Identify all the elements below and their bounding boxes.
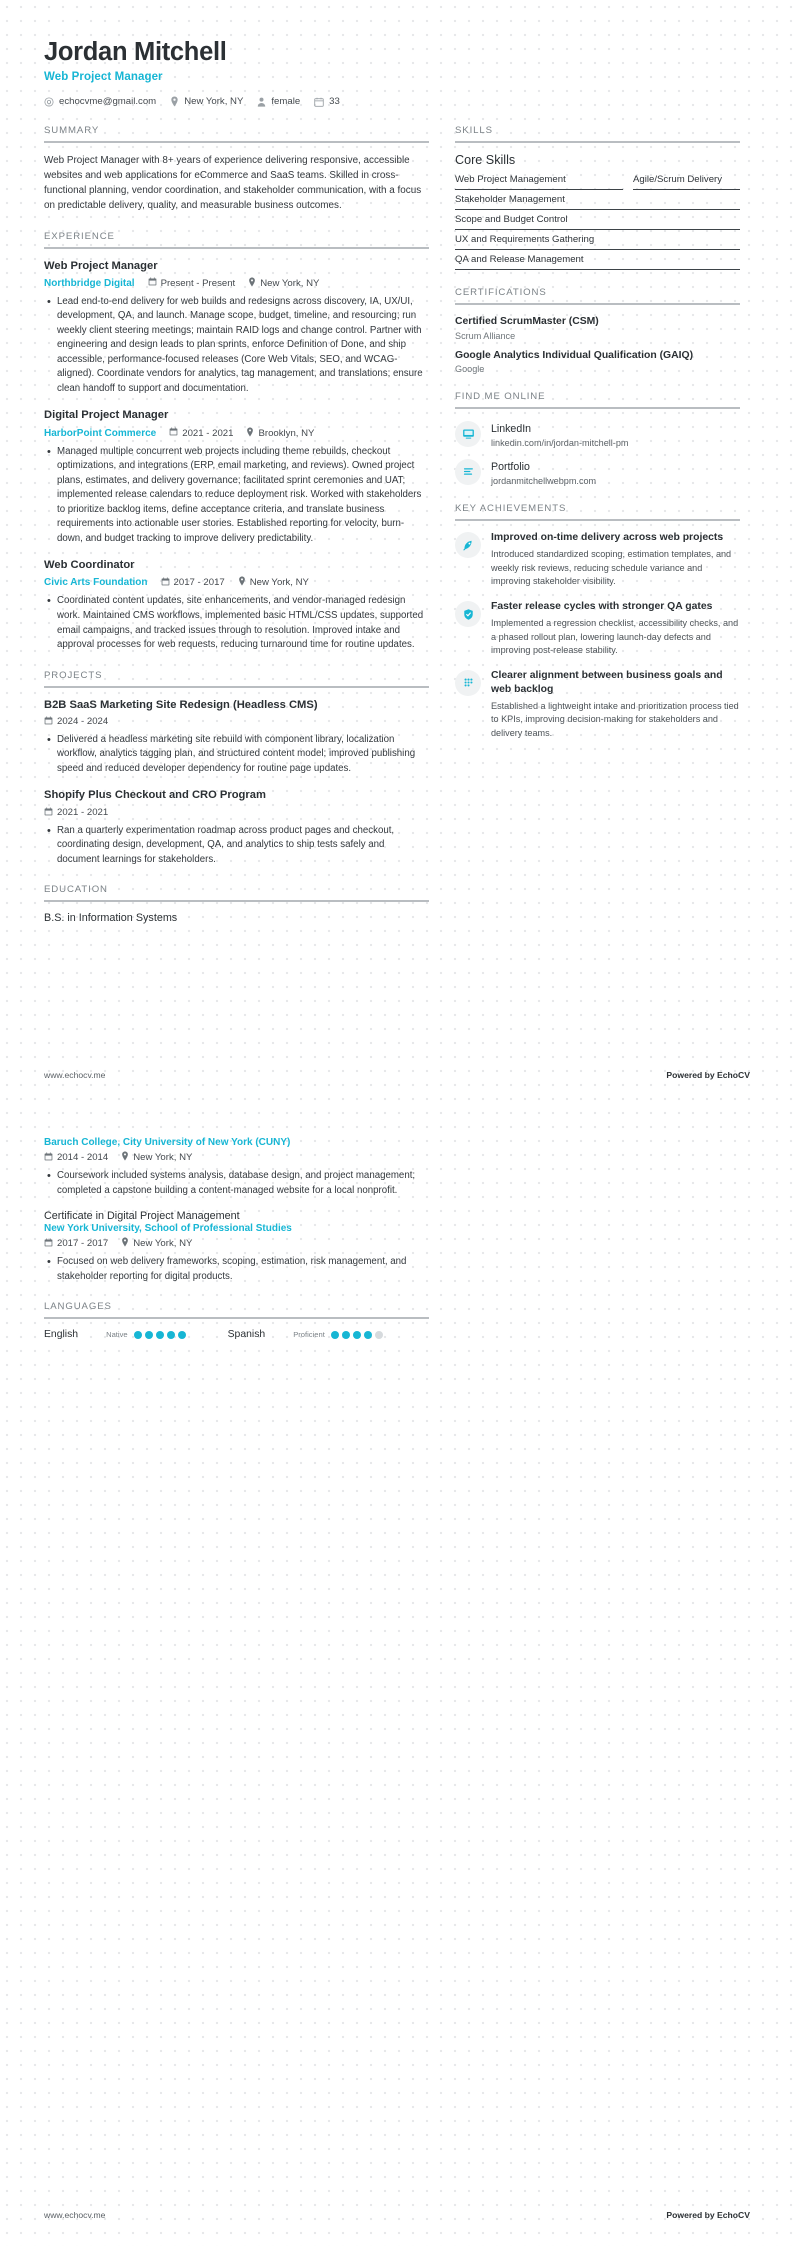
entry-dates-value: 2021 - 2021 <box>57 807 109 819</box>
resume-columns <box>0 107 794 941</box>
footer-powered-brand: EchoCV <box>717 2210 750 2220</box>
online-url: linkedin.com/in/jordan-mitchell-pm <box>491 438 629 449</box>
rating-dot <box>178 1331 186 1339</box>
rocket-icon <box>455 532 481 558</box>
education-degree: Certificate in Digital Project Management <box>44 1210 240 1223</box>
calendar-icon <box>44 1152 53 1164</box>
contact-email-value: echocvme@gmail.com <box>59 96 157 108</box>
skill-row <box>455 190 740 210</box>
entry-dates-value: 2014 - 2014 <box>57 1152 109 1163</box>
education-entry <box>44 1210 429 1284</box>
resume-columns-page2 <box>0 1106 794 1357</box>
entry-dates <box>44 1152 108 1164</box>
language-rating <box>134 1331 186 1339</box>
shield-icon <box>455 601 481 627</box>
entry-dates-value: 2017 - 2017 <box>57 1238 109 1250</box>
contact-gender-value: female <box>271 96 301 108</box>
entry-title: Web Project Manager <box>44 259 158 272</box>
entry-location <box>248 277 319 290</box>
section-divider <box>455 303 740 305</box>
entry-meta <box>44 277 429 290</box>
skill-chip: Agile/Scrum Delivery <box>633 170 740 190</box>
online-link-portfolio[interactable] <box>455 457 740 486</box>
entry-bullets <box>44 1255 429 1284</box>
section-divider <box>44 900 429 902</box>
projects-section <box>44 670 429 868</box>
calendar-icon <box>44 716 53 728</box>
achievement-body <box>491 600 740 658</box>
section-divider <box>455 141 740 143</box>
online-label: LinkedIn <box>491 423 532 436</box>
key-achievements-heading: KEY ACHIEVEMENTS <box>455 503 567 515</box>
rating-dot <box>364 1331 372 1339</box>
entry-location-value: New York, NY <box>133 1238 193 1250</box>
section-divider <box>455 407 740 409</box>
certification-issuer: Scrum Alliance <box>455 330 516 341</box>
section-divider <box>455 519 740 521</box>
entry-location-value: New York, NY <box>249 577 309 589</box>
language-name: Spanish <box>227 1329 266 1341</box>
entry-organization: Northbridge Digital <box>44 277 135 289</box>
key-achievements-section <box>455 503 740 740</box>
achievement-description: Introduced standardized scoping, estimation templates, and weekly risk reviews, reducing schedule variance and improving stakeholder visibility. <box>491 549 732 587</box>
project-entry <box>44 788 429 867</box>
entry-location-value: Brooklyn, NY <box>258 427 315 439</box>
summary-text: Web Project Manager with 8+ years of experience delivering responsive, accessible websites and web applications for eCommerce and SaaS teams. Skilled in cross-functional planning, vendor coordination, and stakeholder communication, with a focus on predictable delivery, quality, and measurable business outcomes. <box>44 155 422 212</box>
education-heading: EDUCATION <box>44 884 108 896</box>
calendar-icon <box>314 97 324 107</box>
entry-title: B2B SaaS Marketing Site Redesign (Headless CMS) <box>44 698 318 711</box>
experience-entry <box>44 259 429 397</box>
location-pin-icon <box>170 96 179 107</box>
entry-location <box>121 1151 192 1164</box>
page-title: Jordan Mitchell <box>44 38 227 66</box>
entry-organization: Civic Arts Foundation <box>44 577 148 589</box>
entry-dates <box>148 277 236 289</box>
job-title: Web Project Manager <box>44 71 163 84</box>
skills-group-title: Core Skills <box>455 153 516 168</box>
achievement-description: Implemented a regression checklist, accessibility checks, and a phased rollout plan, lowering launch-day defects and improving post-release stability. <box>491 617 739 656</box>
footer-powered-prefix: Powered by <box>666 1070 718 1080</box>
entry-dates <box>44 1238 108 1250</box>
rating-dot <box>342 1331 350 1339</box>
entry-meta <box>44 807 429 819</box>
skill-row <box>455 210 740 230</box>
portfolio-icon <box>455 459 481 485</box>
language-item <box>228 1329 383 1340</box>
section-divider <box>44 141 429 143</box>
footer-powered-brand: EchoCV <box>717 1070 750 1080</box>
entry-dates-value: Present - Present <box>160 277 236 289</box>
entry-organization: HarborPoint Commerce <box>44 427 157 439</box>
contact-location <box>170 96 243 107</box>
entry-bullets <box>44 1169 429 1198</box>
list-item: • Ran a quarterly experimentation roadmap across product pages and checkout, coordinating design, development, QA, and analytics to ship tests safely and document learnings for stakeholders. <box>57 824 429 868</box>
certification-item <box>455 349 740 375</box>
language-level: Native <box>106 1330 128 1340</box>
rating-dot <box>156 1331 164 1339</box>
entry-location <box>121 1237 192 1250</box>
entry-location <box>246 427 314 440</box>
online-label: Portfolio <box>491 461 530 474</box>
online-link-linkedin[interactable] <box>455 419 740 448</box>
footer-brand <box>666 2210 750 2220</box>
experience-entry <box>44 408 429 546</box>
skill-row <box>455 250 740 270</box>
list-item: • Coordinated content updates, site enhancements, and vendor-managed redesign work. Maintained CMS workflows, implemented basic HTML/CSS updates, supported email campaigns, and tracked issues through to resolution. Improved intake and approval processes for web requests, reducing turnaround time for routine updates. <box>57 594 429 652</box>
certifications-heading: CERTIFICATIONS <box>455 287 547 299</box>
location-pin-icon <box>246 427 254 440</box>
find-me-online-heading: FIND ME ONLINE <box>455 391 546 403</box>
achievement-item <box>455 531 740 589</box>
rating-dot <box>375 1331 383 1339</box>
entry-dates <box>169 427 233 439</box>
footer-powered-prefix: Powered by <box>666 2210 718 2220</box>
certification-name: Certified ScrumMaster (CSM) <box>455 316 599 328</box>
entry-location <box>238 576 309 589</box>
online-url: jordanmitchellwebpm.com <box>491 476 597 487</box>
page-footer <box>0 1070 794 1080</box>
calendar-icon <box>169 427 178 439</box>
language-item <box>44 1329 186 1340</box>
entry-dates <box>44 807 108 819</box>
left-column <box>44 125 429 941</box>
calendar-icon <box>161 577 170 589</box>
achievement-body <box>491 531 740 589</box>
online-link-text <box>491 419 628 448</box>
summary-section <box>44 125 429 213</box>
entry-dates-value: 2017 - 2017 <box>173 577 225 589</box>
entry-location-value: New York, NY <box>133 1152 193 1163</box>
contact-age <box>314 96 340 107</box>
section-divider <box>44 1317 429 1319</box>
location-pin-icon <box>248 277 256 290</box>
left-column-page2 <box>44 1136 429 1357</box>
language-name: English <box>44 1329 79 1341</box>
entry-bullets <box>44 594 429 652</box>
rating-dot <box>134 1331 142 1339</box>
skill-row <box>455 230 740 250</box>
skill-chip: Web Project Management <box>455 170 623 190</box>
entry-dates-value: 2021 - 2021 <box>182 427 234 439</box>
skill-chip: UX and Requirements Gathering <box>455 230 740 250</box>
footer-brand <box>666 1070 750 1080</box>
email-icon <box>44 97 54 107</box>
entry-dates <box>161 577 225 589</box>
certification-issuer: Google <box>455 364 485 375</box>
contact-age-value: 33 <box>329 96 340 108</box>
online-link-text <box>491 457 596 486</box>
skill-chip: Stakeholder Management <box>455 190 740 210</box>
entry-meta <box>44 716 429 728</box>
summary-heading: SUMMARY <box>44 125 100 137</box>
skills-section <box>455 125 740 270</box>
rating-dot <box>167 1331 175 1339</box>
entry-bullets <box>44 824 429 868</box>
section-divider <box>44 686 429 688</box>
resume-header <box>0 0 794 107</box>
footer-site: www.echocv.me <box>44 1070 106 1080</box>
experience-heading: EXPERIENCE <box>44 230 115 242</box>
entry-meta <box>44 1237 429 1250</box>
page-footer <box>0 2210 794 2220</box>
achievement-item <box>455 600 740 658</box>
achievement-body <box>491 669 740 741</box>
certifications-section <box>455 287 740 374</box>
section-divider <box>44 247 429 249</box>
rating-dot <box>145 1331 153 1339</box>
find-me-online-section <box>455 391 740 486</box>
resume-page-1 <box>0 0 794 1106</box>
entry-bullets <box>44 733 429 777</box>
person-icon <box>257 97 266 107</box>
skills-heading: SKILLS <box>455 125 493 137</box>
certification-name: Google Analytics Individual Qualification (GAIQ) <box>455 349 694 361</box>
achievement-title: Improved on-time delivery across web projects <box>491 532 724 544</box>
entry-meta <box>44 427 429 440</box>
skills-list <box>455 170 740 270</box>
skill-chip: Scope and Budget Control <box>455 210 740 230</box>
rating-dot <box>353 1331 361 1339</box>
contact-row <box>44 96 750 107</box>
language-level: Proficient <box>293 1330 325 1340</box>
linkedin-icon <box>455 421 481 447</box>
education-school: Baruch College, City University of New York (CUNY) <box>44 1137 291 1148</box>
achievement-description: Established a lightweight intake and prioritization process tied to KPIs, improving decision-making for stakeholders and delivery teams. <box>491 700 739 738</box>
entry-dates <box>44 716 108 728</box>
list-item: • Lead end-to-end delivery for web builds and redesigns across discovery, IA, UX/UI, development, QA, and launch. Manage scope, budget, timeline, and resourcing; run weekly client steering meetings; maintain RAID logs and change control. Partner with engineering and design leads to plan sprints, enforce Definition of Done, and ship accessible, performance-focused releases (Core Web Vitals, SEO, and WCAG-aligned). Coordinate vendors for analytics, tag management, and translations; ensure clean handoff to support and documentation. <box>57 295 429 397</box>
skill-row <box>455 170 740 190</box>
location-pin-icon <box>121 1237 129 1250</box>
achievement-title: Clearer alignment between business goals and web backlog <box>491 669 723 695</box>
footer-site: www.echocv.me <box>44 2210 106 2220</box>
list-item: • Focused on web delivery frameworks, scoping, estimation, risk management, and stakeholder reporting for digital products. <box>57 1255 429 1284</box>
entry-bullets <box>44 445 429 547</box>
achievement-title: Faster release cycles with stronger QA gates <box>491 601 713 613</box>
education-section-continued <box>44 1137 429 1284</box>
education-school: New York University, School of Professional Studies <box>44 1223 292 1235</box>
education-degree: B.S. in Information Systems <box>44 912 178 925</box>
list-item: • Delivered a headless marketing site rebuild with component library, localization workflow, analytics tagging plan, and structured content model; improved publishing speed and reduced developer dependency for routine page updates. <box>57 733 429 777</box>
skill-chip: QA and Release Management <box>455 250 740 270</box>
calendar-icon <box>44 1238 53 1250</box>
location-pin-icon <box>238 576 246 589</box>
languages-section <box>44 1301 429 1340</box>
projects-heading: PROJECTS <box>44 669 103 681</box>
experience-section <box>44 231 429 653</box>
list-item: • Managed multiple concurrent web projects including theme rebuilds, checkout optimizations, and integrations (ERP, email marketing, and reviews). Owned project plans, estimates, and delivery governance; facilitated sprint ceremonies and UAT; implemented release calendars to reduce deployment risk. Worked with stakeholders to prioritize backlog items, define acceptance criteria, and translate business requirements into actionable user stories. Established reporting for velocity, burn-down, and budget tracking to improve delivery predictability. <box>57 445 429 547</box>
entry-dates-value: 2024 - 2024 <box>57 716 109 728</box>
achievement-item <box>455 669 740 741</box>
experience-entry <box>44 558 429 652</box>
list-item: • Coursework included systems analysis, database design, and project management; completed a capstone building a content-managed website for a local nonprofit. <box>57 1169 429 1198</box>
entry-title: Web Coordinator <box>44 559 135 572</box>
resume-page-2 <box>0 1106 794 2246</box>
calendar-icon <box>148 277 157 289</box>
certification-item <box>455 315 740 341</box>
location-pin-icon <box>121 1151 129 1164</box>
contact-gender <box>257 96 300 107</box>
target-icon <box>455 670 481 696</box>
entry-meta <box>44 576 429 589</box>
entry-bullets <box>44 295 429 397</box>
project-entry <box>44 698 429 777</box>
entry-location-value: New York, NY <box>260 277 320 289</box>
contact-email <box>44 96 156 107</box>
education-entry <box>44 1137 429 1198</box>
right-column <box>455 125 740 757</box>
rating-dot <box>331 1331 339 1339</box>
language-rating <box>331 1331 383 1339</box>
contact-location-value: New York, NY <box>184 96 244 108</box>
education-section <box>44 884 429 924</box>
languages-heading: LANGUAGES <box>44 1301 112 1313</box>
languages-list <box>44 1329 429 1340</box>
entry-meta <box>44 1151 429 1164</box>
calendar-icon <box>44 807 53 819</box>
entry-title: Digital Project Manager <box>44 409 169 422</box>
entry-title: Shopify Plus Checkout and CRO Program <box>44 789 266 802</box>
